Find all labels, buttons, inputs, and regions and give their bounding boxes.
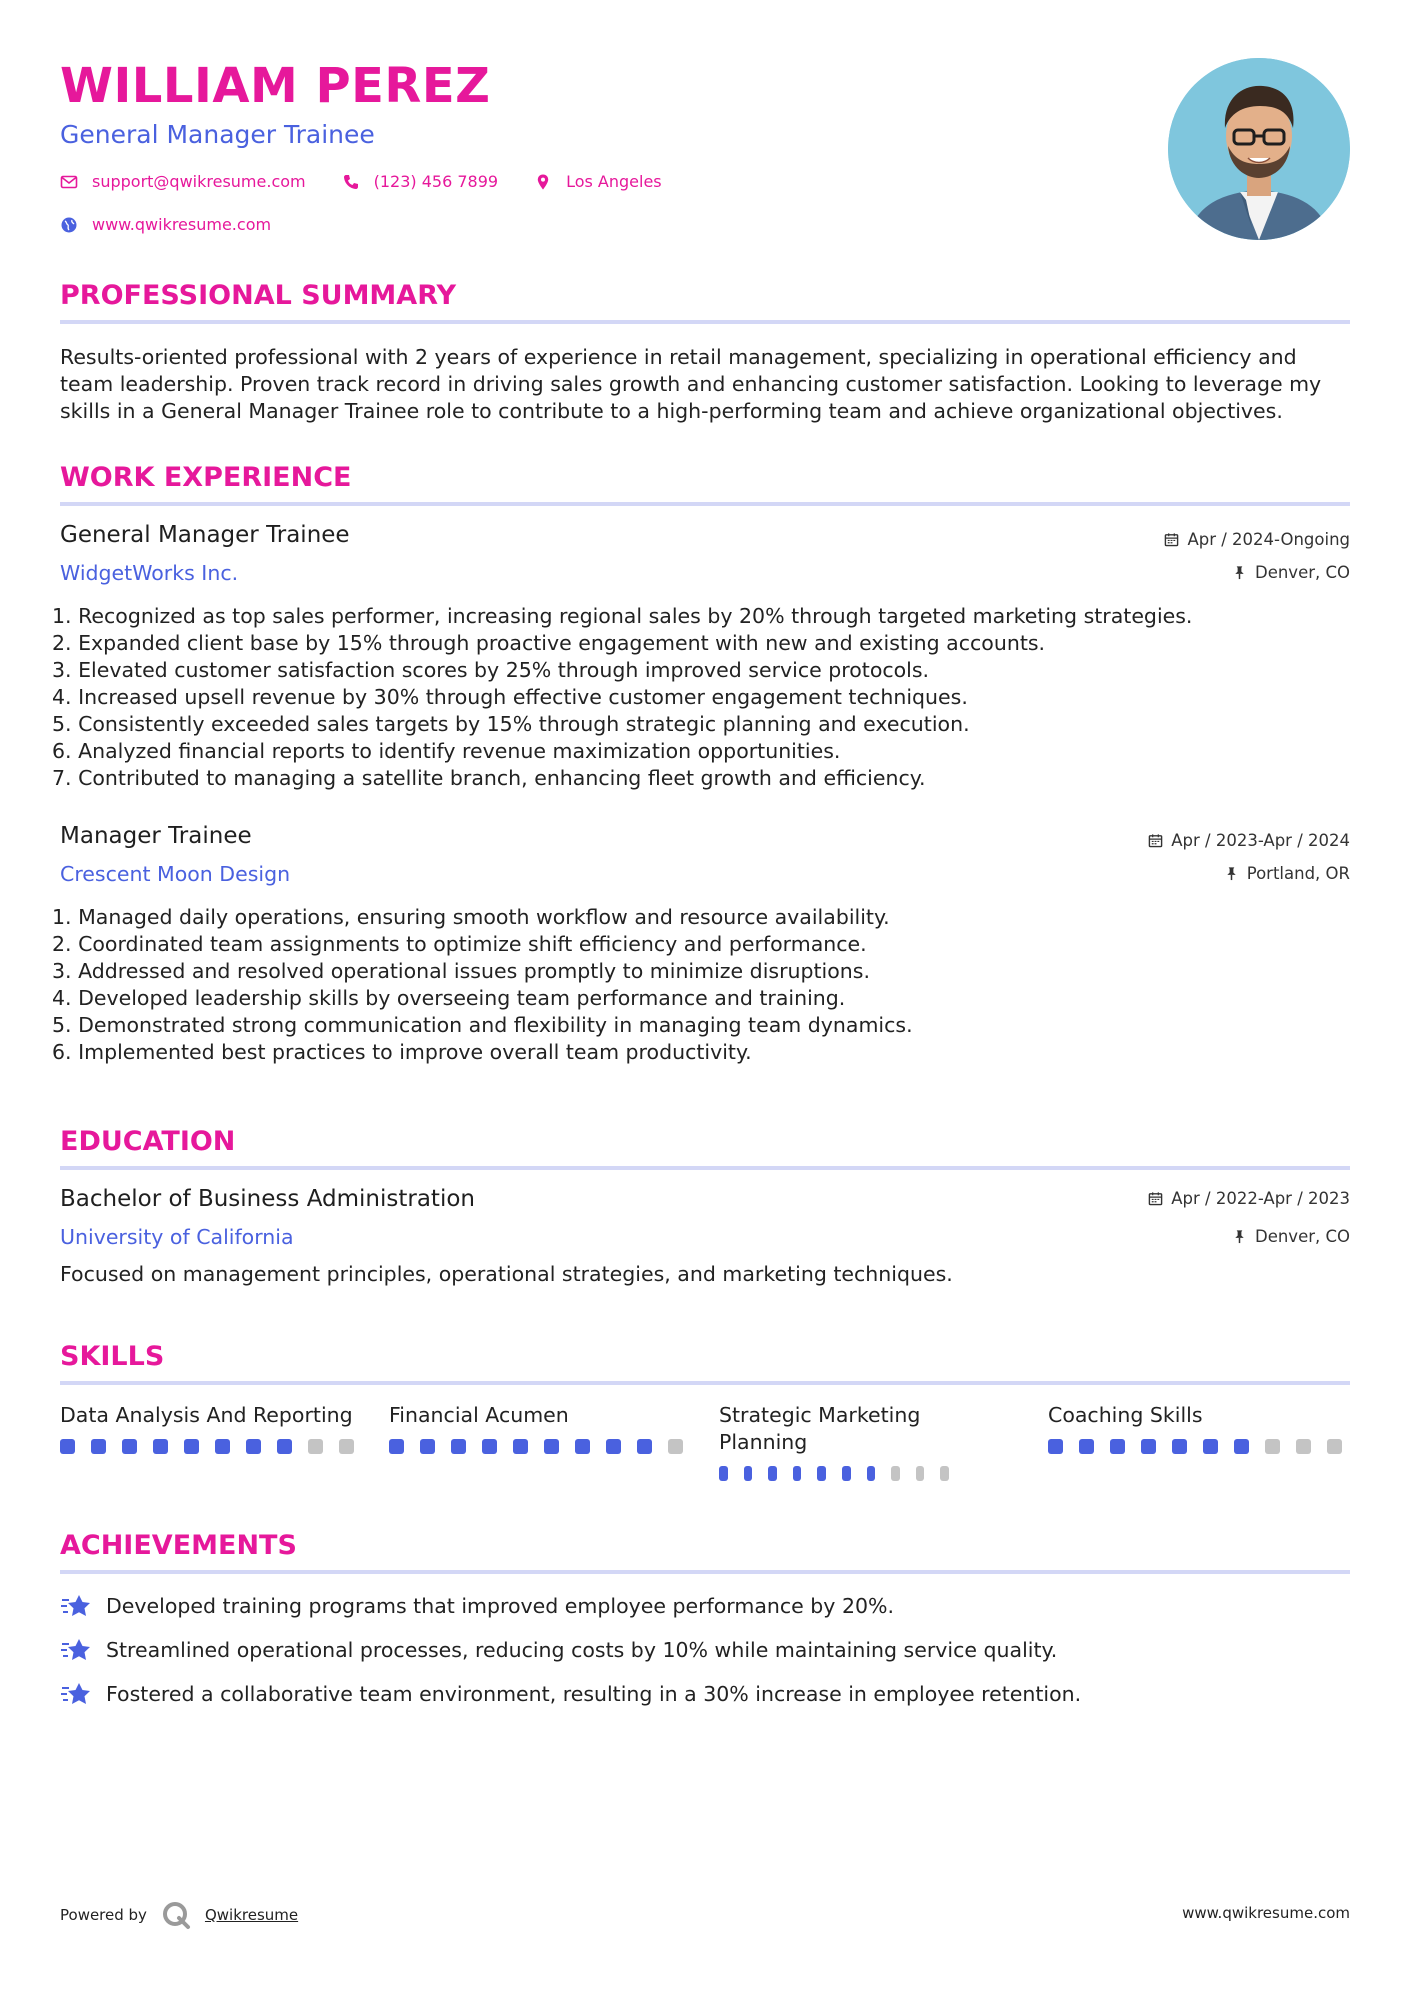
job-bullet: 2. Expanded client base by 15% through proactive engagement with new and existing accounts. — [52, 631, 1046, 655]
job-company: WidgetWorks Inc. — [60, 561, 239, 585]
job-bullet: 3. Elevated customer satisfaction scores by 25% through improved service protocols. — [52, 658, 930, 682]
school-name: University of California — [60, 1225, 294, 1249]
achievement-text: Developed training programs that improved employee performance by 20%. — [106, 1594, 895, 1618]
job-bullet: 7. Contributed to managing a satellite branch, enhancing fleet growth and efficiency. — [52, 766, 926, 790]
calendar-icon — [1148, 833, 1163, 848]
skill-dot-filled — [1141, 1439, 1156, 1454]
skill-dot-filled — [1079, 1439, 1094, 1454]
pushpin-icon — [1224, 866, 1239, 881]
skill-dot-filled — [817, 1466, 826, 1481]
skill-dot-filled — [1203, 1439, 1218, 1454]
mail-icon — [60, 173, 78, 191]
education-description: Focused on management principles, operational strategies, and marketing techniques. — [60, 1262, 953, 1286]
skill-dot-filled — [122, 1439, 137, 1454]
achievements-heading: ACHIEVEMENTS — [60, 1530, 297, 1561]
skill-item — [60, 1402, 360, 1454]
profile-photo-illustration — [1168, 58, 1350, 240]
location-text: Los Angeles — [566, 172, 662, 191]
job-title: Manager Trainee — [60, 823, 252, 849]
star-icon — [60, 1636, 92, 1664]
skill-rating — [719, 1466, 949, 1481]
job-title: General Manager Trainee — [60, 522, 350, 548]
skill-dot-filled — [1172, 1439, 1187, 1454]
brand-link[interactable]: Qwikresume — [204, 1906, 299, 1924]
achievement-item — [60, 1592, 894, 1620]
skill-dot-empty — [916, 1466, 925, 1481]
skills-heading: SKILLS — [60, 1341, 165, 1372]
contact-phone[interactable] — [342, 172, 498, 191]
skill-dot-filled — [513, 1439, 528, 1454]
phone-text: (123) 456 7899 — [373, 172, 499, 191]
education-divider — [60, 1166, 1350, 1170]
skill-rating — [1048, 1439, 1348, 1454]
profile-photo — [1168, 58, 1350, 240]
powered-by-text: Powered by — [60, 1906, 147, 1924]
job-dates — [1148, 831, 1350, 850]
job-dates — [1164, 530, 1350, 549]
education-dates — [1148, 1189, 1350, 1208]
job-location — [1232, 563, 1350, 582]
calendar-icon — [1148, 1191, 1163, 1206]
skill-dot-filled — [91, 1439, 106, 1454]
skill-dot-empty — [1327, 1439, 1342, 1454]
skill-dot-filled — [153, 1439, 168, 1454]
job-location — [1224, 864, 1350, 883]
achievement-text: Streamlined operational processes, reducing costs by 10% while maintaining service quality. — [106, 1638, 1058, 1662]
skill-dot-filled — [768, 1466, 777, 1481]
summary-divider — [60, 320, 1350, 324]
education-location-text: Denver, CO — [1254, 1227, 1350, 1246]
job-dates-text: Apr / 2024-Ongoing — [1187, 530, 1350, 549]
experience-divider — [60, 502, 1350, 506]
achievement-text: Fostered a collaborative team environment, resulting in a 30% increase in employee retention. — [106, 1682, 1082, 1706]
globe-icon — [60, 216, 78, 234]
education-dates-text: Apr / 2022-Apr / 2023 — [1171, 1189, 1350, 1208]
skill-dot-filled — [575, 1439, 590, 1454]
job-bullet: 4. Developed leadership skills by overseeing team performance and training. — [52, 986, 846, 1010]
job-bullet: 1. Managed daily operations, ensuring smooth workflow and resource availability. — [52, 905, 890, 929]
skill-dot-filled — [842, 1466, 851, 1481]
skill-name: Coaching Skills — [1048, 1403, 1203, 1427]
contact-location — [534, 172, 662, 191]
skill-dot-filled — [1048, 1439, 1063, 1454]
job-bullet: 5. Consistently exceeded sales targets by 15% through strategic planning and execution. — [52, 712, 970, 736]
skill-dot-empty — [668, 1439, 683, 1454]
skill-dot-filled — [215, 1439, 230, 1454]
job-bullet: 1. Recognized as top sales performer, increasing regional sales by 20% through targeted marketing strategies. — [52, 604, 1193, 628]
skill-dot-filled — [867, 1466, 876, 1481]
skill-name: Data Analysis And Reporting — [60, 1403, 353, 1427]
skill-dot-filled — [482, 1439, 497, 1454]
skill-dot-filled — [451, 1439, 466, 1454]
job-company: Crescent Moon Design — [60, 862, 291, 886]
candidate-name: WILLIAM PEREZ — [60, 58, 491, 114]
skill-dot-empty — [1265, 1439, 1280, 1454]
email-text: support@qwikresume.com — [92, 172, 306, 191]
job-bullet: 6. Implemented best practices to improve overall team productivity. — [52, 1040, 752, 1064]
skill-dot-filled — [544, 1439, 559, 1454]
skill-dot-filled — [606, 1439, 621, 1454]
skill-dot-filled — [60, 1439, 75, 1454]
phone-icon — [342, 173, 360, 191]
calendar-icon — [1164, 532, 1179, 547]
job-dates-text: Apr / 2023-Apr / 2024 — [1171, 831, 1350, 850]
skill-dot-filled — [1234, 1439, 1249, 1454]
skill-dot-filled — [637, 1439, 652, 1454]
skill-name: Strategic Marketing Planning — [719, 1403, 921, 1454]
star-icon — [60, 1592, 92, 1620]
skill-dot-filled — [793, 1466, 802, 1481]
skills-divider — [60, 1381, 1350, 1385]
skill-dot-filled — [184, 1439, 199, 1454]
job-bullet: 2. Coordinated team assignments to optimize shift efficiency and performance. — [52, 932, 867, 956]
education-heading: EDUCATION — [60, 1126, 236, 1157]
skill-dot-filled — [719, 1466, 728, 1481]
contact-email[interactable] — [60, 172, 306, 191]
summary-heading: PROFESSIONAL SUMMARY — [60, 280, 457, 311]
qwikresume-logo-icon — [161, 1900, 191, 1930]
skill-dot-filled — [389, 1439, 404, 1454]
skill-dot-empty — [940, 1466, 949, 1481]
footer-powered-by — [60, 1900, 298, 1930]
achievement-item — [60, 1680, 1081, 1708]
pushpin-icon — [1232, 565, 1247, 580]
skill-rating — [389, 1439, 689, 1454]
skill-dot-filled — [277, 1439, 292, 1454]
skill-item — [719, 1402, 949, 1481]
skill-dot-empty — [339, 1439, 354, 1454]
job-bullets — [52, 603, 1342, 792]
job-bullet: 3. Addressed and resolved operational issues promptly to minimize disruptions. — [52, 959, 870, 983]
skill-rating — [60, 1439, 360, 1454]
achievement-item — [60, 1636, 1057, 1664]
contact-website[interactable] — [60, 215, 271, 234]
pushpin-icon — [1232, 1229, 1247, 1244]
skill-dot-empty — [308, 1439, 323, 1454]
skill-dot-filled — [744, 1466, 753, 1481]
summary-text: Results-oriented professional with 2 years of experience in retail management, specializing in operational efficiency and team leadership. Proven track record in driving sales growth and enhancing customer satisfaction. Looking to leverage my skills in a General Manager Trainee role to contribute to a high-performing team and achieve organizational objectives. — [60, 345, 1322, 423]
contact-row-website — [60, 215, 293, 234]
website-text: www.qwikresume.com — [92, 215, 272, 234]
candidate-role: General Manager Trainee — [60, 120, 375, 149]
education-location — [1232, 1227, 1350, 1246]
star-icon — [60, 1680, 92, 1708]
experience-heading: WORK EXPERIENCE — [60, 462, 352, 493]
footer-site-link[interactable]: www.qwikresume.com — [1182, 1904, 1350, 1922]
skill-name: Financial Acumen — [389, 1403, 569, 1427]
job-bullets — [52, 904, 1342, 1066]
skill-dot-filled — [246, 1439, 261, 1454]
job-bullet: 6. Analyzed financial reports to identify revenue maximization opportunities. — [52, 739, 841, 763]
skill-dot-empty — [1296, 1439, 1311, 1454]
job-location-text: Portland, OR — [1246, 864, 1350, 883]
job-bullet: 4. Increased upsell revenue by 30% through effective customer engagement techniques. — [52, 685, 968, 709]
job-bullet: 5. Demonstrated strong communication and flexibility in managing team dynamics. — [52, 1013, 913, 1037]
degree-title: Bachelor of Business Administration — [60, 1186, 475, 1212]
skill-dot-empty — [891, 1466, 900, 1481]
skill-dot-filled — [420, 1439, 435, 1454]
job-location-text: Denver, CO — [1254, 563, 1350, 582]
map-pin-icon — [534, 173, 552, 191]
skill-item — [1048, 1402, 1348, 1454]
skill-dot-filled — [1110, 1439, 1125, 1454]
contact-row — [60, 172, 684, 191]
skill-item — [389, 1402, 689, 1454]
achievements-divider — [60, 1570, 1350, 1574]
